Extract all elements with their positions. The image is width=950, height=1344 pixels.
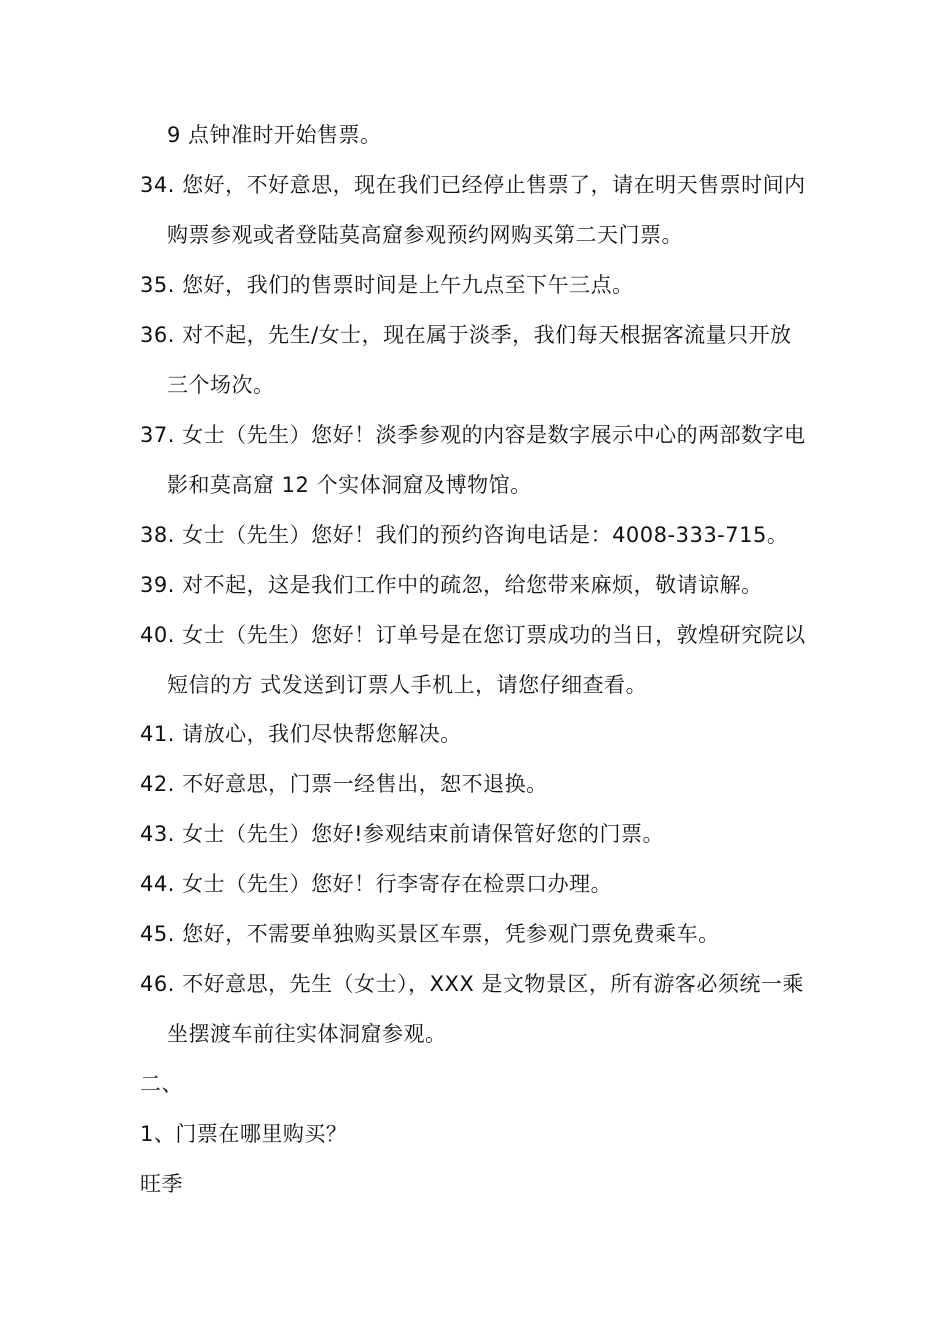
text-line: 45. 您好，不需要单独购买景区车票，凭参观门票免费乘车。 [140,922,720,946]
question-heading: 1、门票在哪里购买？ [140,1122,348,1146]
text-line: 9 点钟准时开始售票。 [167,123,382,147]
text-line: 44. 女士（先生）您好！行李寄存在检票口办理。 [140,872,613,896]
text-line: 短信的方 式发送到订票人手机上，请您仔细查看。 [167,673,648,697]
text-line: 46. 不好意思，先生（女士），XXX 是文物景区，所有游客必须统一乘 [140,972,804,996]
text-line: 34. 您好，不好意思，现在我们已经停止售票了，请在明天售票时间内 [140,173,806,197]
text-line: 38. 女士（先生）您好！我们的预约咨询电话是：4008-333-715。 [140,523,789,547]
text-line: 42. 不好意思，门票一经售出，恕不退换。 [140,772,548,796]
text-line: 40. 女士（先生）您好！订单号是在您订票成功的当日，敦煌研究院以 [140,623,806,647]
text-line: 购票参观或者登陆莫高窟参观预约网购买第二天门票。 [167,223,683,247]
text-line: 影和莫高窟 12 个实体洞窟及博物馆。 [167,473,532,497]
text-line: 37. 女士（先生）您好！淡季参观的内容是数字展示中心的两部数字电 [140,423,806,447]
text-line: 35. 您好，我们的售票时间是上午九点至下午三点。 [140,273,634,297]
sub-heading: 旺季 [140,1172,183,1196]
text-line: 43. 女士（先生）您好!参观结束前请保管好您的门票。 [140,822,664,846]
text-line: 41. 请放心，我们尽快帮您解决。 [140,722,462,746]
text-line: 36. 对不起，先生/女士，现在属于淡季，我们每天根据客流量只开放 [140,323,792,347]
section-heading: 二、 [140,1072,183,1096]
text-line: 39. 对不起，这是我们工作中的疏忽，给您带来麻烦，敬请谅解。 [140,573,763,597]
text-line: 坐摆渡车前往实体洞窟参观。 [167,1022,447,1046]
text-line: 三个场次。 [167,373,275,397]
